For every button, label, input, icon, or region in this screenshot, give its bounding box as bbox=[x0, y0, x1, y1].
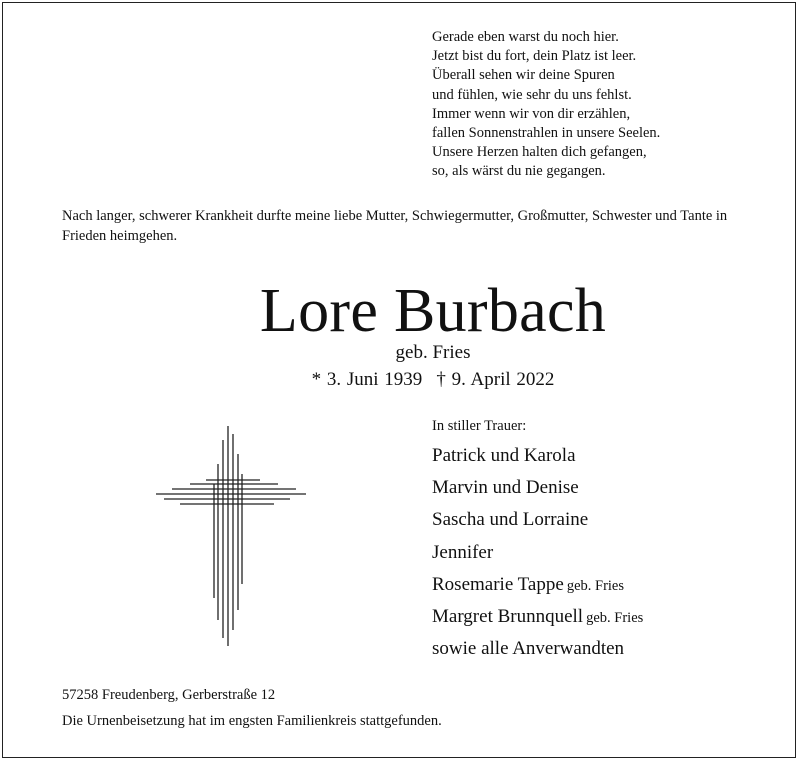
mourning-heading: In stiller Trauer: bbox=[432, 418, 527, 434]
cross-icon bbox=[150, 424, 314, 648]
poem-line: und fühlen, wie sehr du uns fehlst. bbox=[432, 86, 632, 103]
mourner-entry bbox=[432, 541, 643, 573]
mourner-name: Sascha und Lorraine bbox=[432, 509, 589, 531]
poem-line: Überall sehen wir deine Spuren bbox=[432, 67, 615, 84]
burial-note: Die Urnenbeisetzung hat im engsten Familienkreis stattgefunden. bbox=[62, 713, 442, 729]
death-date: † 9. April 2022 bbox=[436, 369, 555, 390]
mourner-name: Marvin und Denise bbox=[432, 477, 579, 499]
poem-line: Immer wenn wir von dir erzählen, bbox=[432, 105, 631, 122]
mourner-entry bbox=[432, 573, 643, 605]
life-dates bbox=[0, 368, 800, 392]
poem-line: Gerade eben warst du noch hier. bbox=[432, 29, 619, 45]
poem-line: so, als wärst du nie gegangen. bbox=[432, 163, 606, 180]
mourner-maiden-name: geb. Fries bbox=[566, 577, 624, 594]
mourner-entry bbox=[432, 508, 643, 540]
mourner-name: Jennifer bbox=[432, 541, 494, 563]
mourner-name: Rosemarie Tappe bbox=[432, 573, 564, 595]
poem-line: Unsere Herzen halten dich gefangen, bbox=[432, 144, 647, 161]
poem-line: Jetzt bist du fort, dein Platz ist leer. bbox=[432, 48, 637, 65]
mourner-maiden-name: geb. Fries bbox=[586, 609, 644, 626]
mourner-name: Margret Brunnquell bbox=[432, 605, 584, 627]
mourner-name: sowie alle Anverwandten bbox=[432, 638, 625, 660]
deceased-name: Lore Burbach bbox=[259, 277, 607, 345]
mourners-list bbox=[432, 444, 643, 669]
mourner-entry bbox=[432, 605, 643, 637]
poem-line: fallen Sonnenstrahlen in unsere Seelen. bbox=[432, 125, 661, 142]
poem bbox=[432, 28, 660, 182]
maiden-name: geb. Fries bbox=[395, 342, 471, 363]
mourner-name: Patrick und Karola bbox=[432, 445, 576, 466]
mourner-entry bbox=[432, 637, 643, 669]
birth-date: * 3. Juni 1939 bbox=[311, 369, 423, 390]
family-address: 57258 Freudenberg, Gerberstraße 12 bbox=[62, 687, 276, 703]
intro-text: Nach langer, schwerer Krankheit durfte meine liebe Mutter, Schwiegermutter, Großmutter, Schwester und Tante in Frieden heimgehen. bbox=[62, 208, 728, 244]
mourner-entry bbox=[432, 444, 643, 476]
mourner-entry bbox=[432, 476, 643, 508]
